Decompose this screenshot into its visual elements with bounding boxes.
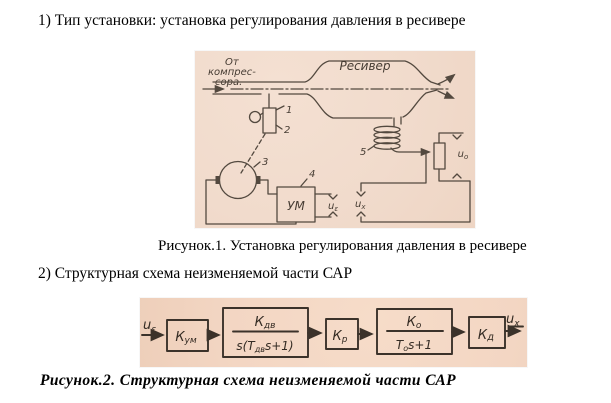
list-item-2: 2) Структурная схема неизменяемой части САР	[38, 265, 353, 282]
return-rail	[361, 181, 470, 222]
block-kum-label: Кум	[175, 330, 197, 346]
part-2-number: 2	[284, 125, 291, 136]
block-kd	[469, 317, 505, 348]
plant-numerator: Ко	[406, 315, 422, 331]
potentiometer	[434, 133, 470, 181]
output-label: $u_x$	[506, 312, 520, 329]
block-kum	[167, 320, 208, 351]
output-signal	[505, 312, 523, 331]
part-3-tick	[254, 162, 260, 167]
figure-2-scan	[140, 298, 527, 367]
input-label: $u_\varepsilon$	[143, 318, 157, 335]
motor-denominator: s(Тдвs+1)	[236, 339, 294, 354]
plant-denominator: Тоs+1	[395, 338, 433, 353]
motor-numerator: Кдв	[254, 315, 276, 331]
ux-label: $u_x$	[355, 199, 366, 211]
ue-label: $u_\varepsilon$	[328, 201, 339, 213]
figure-2-caption: Рисунок.2. Структурная схема неизменяемой части САР	[40, 372, 456, 389]
block-motor-tf	[223, 308, 308, 357]
servo-motor	[216, 157, 269, 199]
terminal-icon	[453, 174, 461, 178]
terminal-icon	[357, 192, 365, 196]
bellows-sensor	[360, 117, 429, 158]
ux-terminals	[355, 154, 470, 222]
part-4-tick	[301, 179, 307, 186]
part-4-number: 4	[309, 169, 316, 180]
outlet-flow-arrows-icon	[438, 75, 454, 98]
terminal-icon	[329, 195, 337, 199]
part-1-tick	[276, 106, 284, 110]
uo-label: $u_о$	[457, 149, 469, 161]
figure-1-drawing	[195, 51, 475, 228]
amplifier-label: УМ	[287, 199, 305, 213]
from-compressor-line2: компрес-	[208, 67, 256, 78]
amplifier-block	[277, 169, 315, 222]
part-5-tick	[368, 146, 374, 150]
terminal-icon	[357, 212, 365, 216]
ux-top-wire	[361, 154, 426, 191]
figure-2-drawing	[140, 298, 527, 367]
from-compressor-line3: сора.	[215, 77, 243, 88]
figure-1-caption: Рисунок.1. Установка регулирования давления в ресивере	[158, 238, 527, 254]
block-plant-tf	[377, 309, 452, 354]
block-kr-label: Кр	[332, 329, 348, 345]
receiver-label: Ресивер	[339, 59, 391, 73]
from-compressor-line1: От	[225, 57, 239, 68]
block-kr	[326, 319, 358, 349]
part-5-number: 5	[360, 147, 367, 158]
block-kd-label: Кд	[477, 328, 495, 343]
part-3-number: 3	[262, 157, 269, 168]
from-compressor-label	[208, 57, 256, 88]
figure-1-scan	[195, 51, 475, 228]
list-item-1: 1) Тип установки: установка регулирования давления в ресивере	[38, 12, 466, 29]
part-2-tick	[276, 125, 282, 129]
part-1-number: 1	[286, 105, 293, 116]
input-signal	[142, 318, 162, 335]
terminal-icon	[453, 135, 461, 139]
ue-terminals	[315, 194, 338, 217]
